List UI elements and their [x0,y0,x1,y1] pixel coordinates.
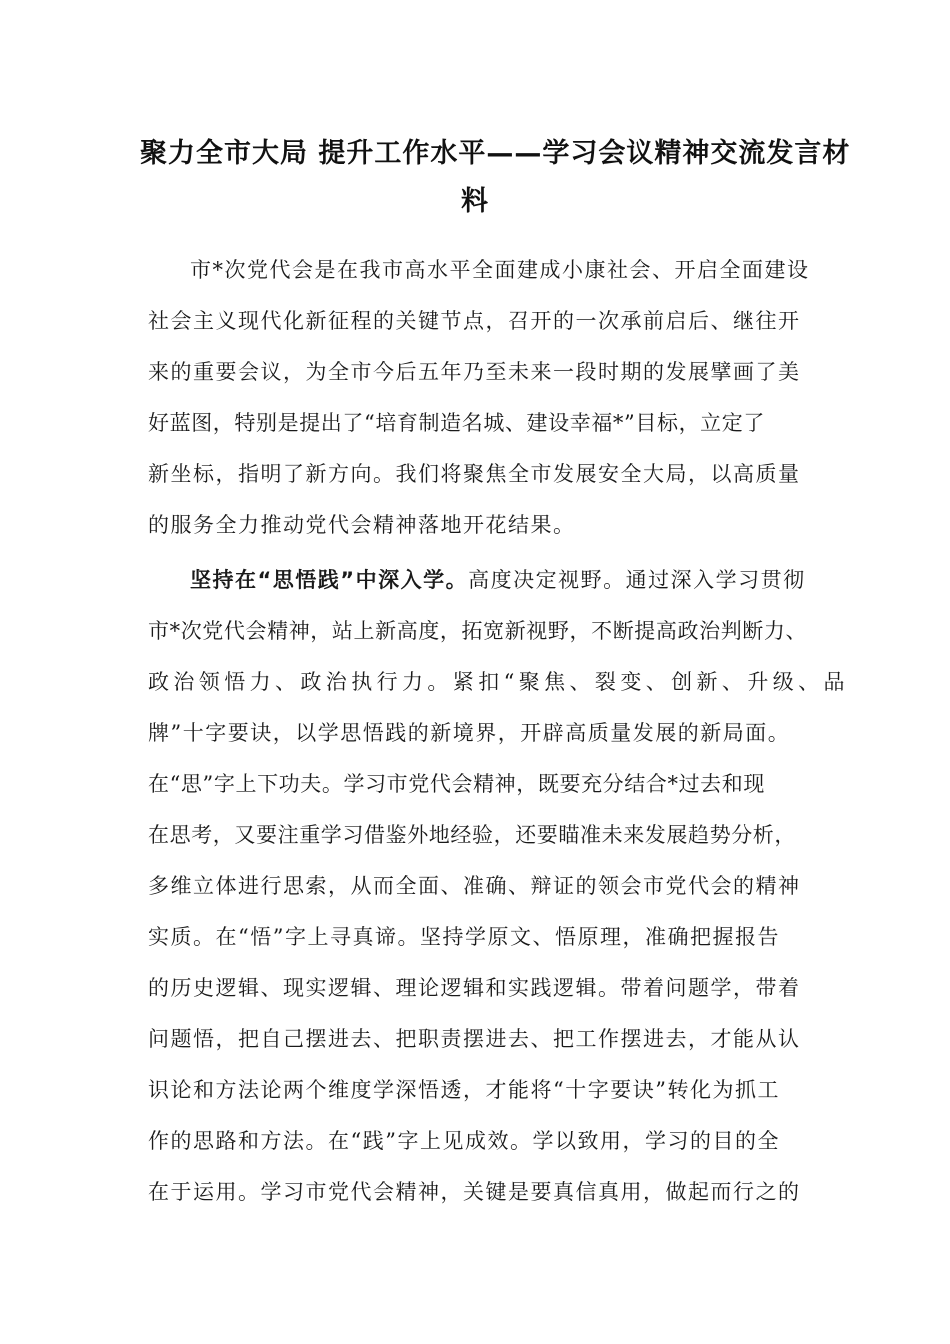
paragraph-line: 来的重要会议，为全市今后五年乃至未来一段时期的发展擘画了美 [148,360,801,384]
paragraph-line: 作的思路和方法。在“践”字上见成效。学以致用，学习的目的全 [148,1129,780,1153]
paragraph-line: 政治领悟力、政治执行力。紧扣“聚焦、裂变、创新、升级、品 [148,670,849,694]
title-line-1: 聚力全市大局 提升工作水平——学习会议精神交流发言材 [140,138,851,169]
paragraph-line: 市*次党代会精神，站上新高度，拓宽新视野，不断提高政治判断力、 [148,619,808,643]
paragraph-line: 社会主义现代化新征程的关键节点，召开的一次承前启后、继往开 [148,309,801,333]
paragraph-line: 在“思”字上下功夫。学习市党代会精神，既要充分结合*过去和现 [148,772,765,796]
paragraph-line: 在于运用。学习市党代会精神，关键是要真信真用，做起而行之的 [148,1180,801,1204]
paragraph-study [148,555,849,1218]
paragraph-line: 多维立体进行思索，从而全面、准确、辩证的领会市党代会的精神 [148,874,801,898]
title-line-2: 料 [461,186,489,217]
paragraph-line: 牌”十字要诀，以学思悟践的新境界，开辟高质量发展的新局面。 [148,721,791,745]
paragraph-line: 的历史逻辑、现实逻辑、理论逻辑和实践逻辑。带着问题学，带着 [148,976,801,1000]
paragraph-line: 的服务全力推动党代会精神落地开花结果。 [148,513,576,537]
paragraph-line: 识论和方法论两个维度学深悟透，才能将“十字要诀”转化为抓工 [148,1078,780,1102]
paragraph-first-line-text: 高度决定视野。通过深入学习贯彻 [468,568,806,592]
paragraph-line: 市*次党代会是在我市高水平全面建成小康社会、开启全面建设 [190,258,810,282]
paragraph-line: 新坐标，指明了新方向。我们将聚焦全市发展安全大局，以高质量 [148,462,801,486]
paragraph-line: 好蓝图，特别是提出了“培育制造名城、建设幸福*”目标，立定了 [148,411,765,435]
paragraph-intro [148,245,808,551]
document-title [140,130,851,226]
paragraph-first-line [148,555,808,606]
paragraph-line: 问题悟，把自己摆进去、把职责摆进去、把工作摆进去，才能从认 [148,1027,801,1051]
paragraph-heading: 坚持在“思悟践”中深入学。 [190,568,469,592]
paragraph-line: 在思考，又要注重学习借鉴外地经验，还要瞄准未来发展趋势分析， [148,823,796,847]
paragraph-line: 实质。在“悟”字上寻真谛。坚持学原文、悟原理，准确把握报告 [148,925,780,949]
